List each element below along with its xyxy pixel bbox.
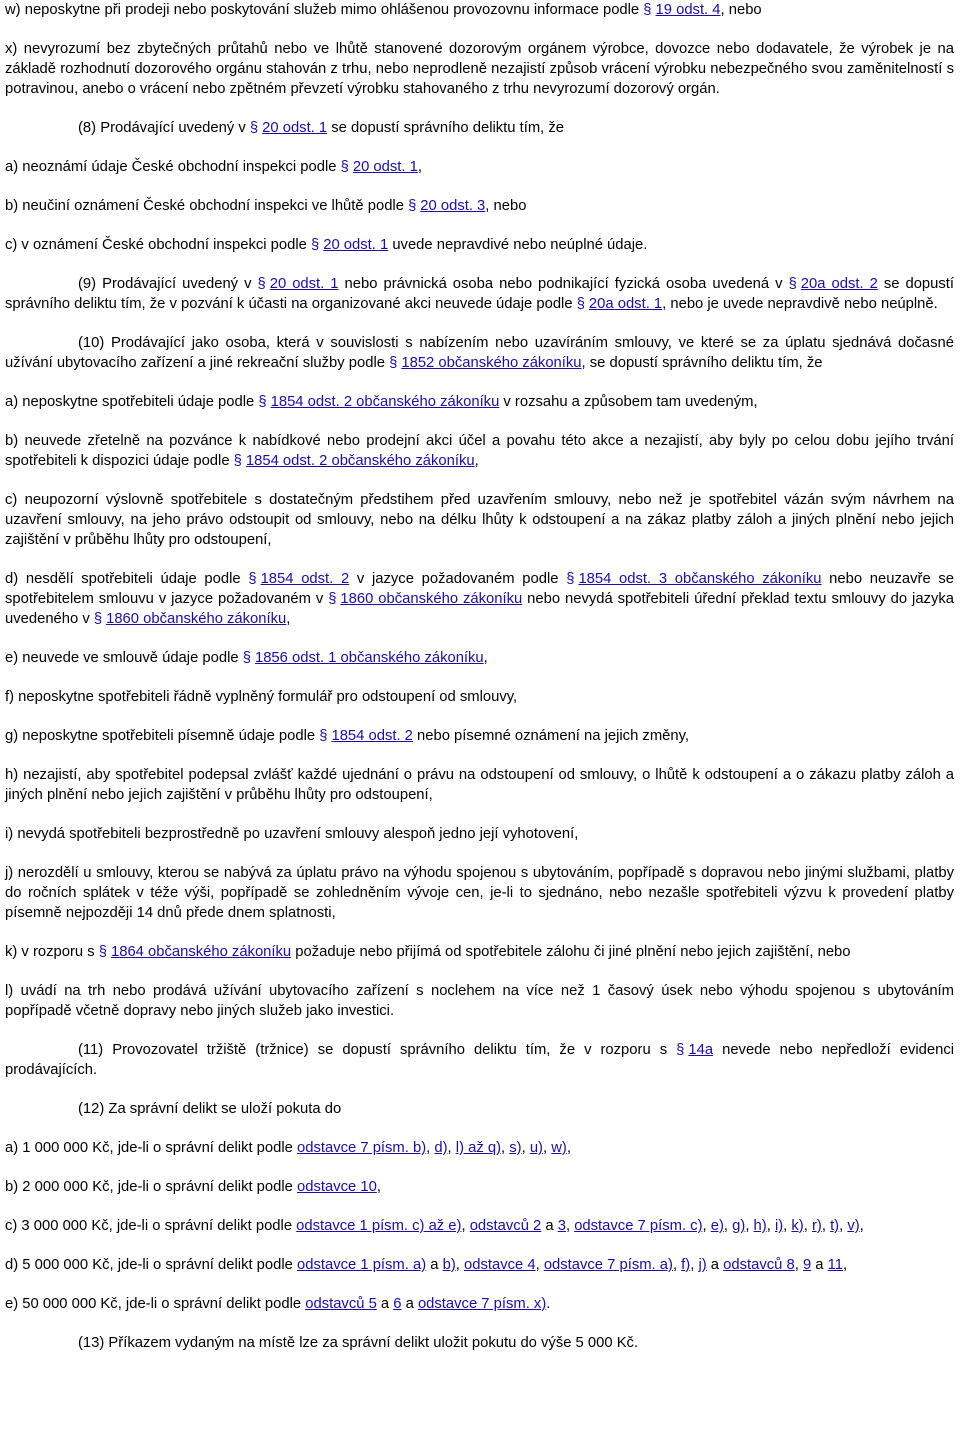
text-run: , se dopustí správního deliktu tím, že — [581, 355, 823, 371]
text-run: uvede nepravdivé nebo neúplné údaje. — [388, 237, 648, 253]
text-run: v jazyce požadovaném podle — [349, 571, 567, 587]
text-run: w) neposkytne při prodeji nebo poskytování služeb mimo ohlášenou provozovnu informace podle — [5, 2, 644, 18]
paragraph — [5, 569, 954, 629]
text-run: , — [521, 1140, 530, 1156]
text-run: , — [821, 1218, 831, 1234]
text-run: , — [690, 1257, 699, 1273]
text-run: , — [859, 1218, 864, 1234]
text-run: , — [839, 1218, 848, 1234]
text-run: a) neoznámí údaje České obchodní inspekci podle — [5, 159, 341, 175]
text-run: e) neuvede ve smlouvě údaje podle — [5, 650, 243, 666]
text-run: nebo písemné oznámení na jejich změny, — [412, 728, 690, 744]
text-run: a — [401, 1296, 418, 1312]
law-reference-link[interactable]: 20 odst. 1 — [323, 237, 389, 253]
paragraph — [5, 1255, 954, 1275]
text-run: f) neposkytne spotřebiteli řádně vyplněný formulář pro odstoupení od smlouvy, — [5, 689, 518, 705]
law-reference-link[interactable]: odstavce 7 písm. c) — [574, 1218, 703, 1234]
paragraph — [5, 1177, 954, 1197]
text-run: j) nerozdělí u smlouvy, kterou se nabývá za úplatu právo na výhodu spojenou s ubytováním, popřípadě s dopravou nebo jinými službami, platby do ročních splátek v téže výši, popřípadě se zohledněním vývoje cen, je-li to sjednáno, nebo nezašle spotřebiteli výzvu k provedení platby písemně nejpozději 14 dnů přede dnem splatnosti, — [5, 865, 954, 921]
section-symbol: § — [248, 571, 257, 587]
text-run: a — [426, 1257, 443, 1273]
section-symbol: § — [233, 453, 242, 469]
law-reference-link[interactable]: 1854 odst. 2 — [331, 728, 413, 744]
text-run: c) neupozorní výslovně spotřebitele s dostatečným předstihem před uzavřením smlouvy, nebo než je spotřebitel vázán svým návrhem na uzavření smlouvy, na jeho právo odstoupit od smlouvy, nebo na délku lhůty k odstoupení a na zákaz platby záloh a jiných plnění nebo jejich zajištění v průběhu lhůty pro odstoupení, — [5, 492, 954, 548]
law-reference-link[interactable]: 1854 odst. 3 občanského zákoníku — [578, 571, 822, 587]
text-run: , — [461, 1218, 470, 1234]
law-reference-link[interactable]: v) — [847, 1218, 860, 1234]
paragraph — [5, 1040, 954, 1080]
section-symbol: § — [310, 237, 320, 253]
section-symbol: § — [643, 2, 652, 18]
law-reference-link[interactable]: 20a odst. 2 — [800, 276, 878, 292]
text-run: , — [426, 1140, 435, 1156]
law-reference-link[interactable]: odstavců 5 — [305, 1296, 377, 1312]
law-reference-link[interactable]: 1854 odst. 2 občanského zákoníku — [270, 394, 500, 410]
section-symbol: § — [319, 728, 328, 744]
law-reference-link[interactable]: odstavce 7 písm. x) — [417, 1296, 547, 1312]
paragraph — [5, 274, 954, 314]
law-reference-link[interactable]: 1860 občanského zákoníku — [340, 591, 523, 607]
text-run: a — [811, 1257, 828, 1273]
law-reference-link[interactable]: k) — [791, 1218, 804, 1234]
text-run: h) nezajistí, aby spotřebitel podepsal zvlášť každé ujednání o právu na odstoupení od smlouvy, o lhůtě k odstoupení a o zákazu platby záloh a jiných plnění nebo jejich zajištění v průběhu lhůty pro odstoupení, — [5, 767, 954, 803]
text-run: a — [541, 1218, 558, 1234]
text-run: , — [843, 1257, 848, 1273]
text-run: l) uvádí na trh nebo prodává užívání ubytovacího zařízení s noclehem na více než 1 časový úsek nebo výhodu spojenou s ubytováním popřípadě včetně dopravy nebo jiných služeb jako investici. — [5, 983, 954, 1019]
paragraph — [5, 1216, 954, 1236]
law-reference-link[interactable]: i) — [774, 1218, 784, 1234]
law-reference-link[interactable]: 3 — [557, 1218, 566, 1234]
text-run: , — [783, 1218, 792, 1234]
paragraph — [5, 196, 954, 216]
paragraph — [5, 981, 954, 1021]
law-reference-link[interactable]: 20 odst. 1 — [269, 276, 339, 292]
text-run: b) 2 000 000 Kč, jde-li o správní delikt podle — [5, 1179, 298, 1195]
text-run: a) 1 000 000 Kč, jde-li o správní delikt podle — [5, 1140, 298, 1156]
text-run: , — [672, 1257, 682, 1273]
text-run: e) 50 000 000 Kč, jde-li o správní delikt podle — [5, 1296, 306, 1312]
law-reference-link[interactable]: e) — [710, 1218, 724, 1234]
text-run: , — [286, 611, 291, 627]
law-reference-link[interactable]: w) — [551, 1140, 567, 1156]
law-reference-link[interactable]: g) — [732, 1218, 746, 1234]
text-run: , nebo — [720, 2, 762, 18]
paragraph — [5, 157, 954, 177]
law-reference-link[interactable]: odstavce 1 písm. a) — [297, 1257, 427, 1273]
text-run: , — [723, 1218, 733, 1234]
text-run: (12) Za správní delikt se uloží pokuta do — [78, 1101, 342, 1117]
text-run: , — [455, 1257, 464, 1273]
section-symbol: § — [408, 198, 417, 214]
law-reference-link[interactable]: s) — [509, 1140, 522, 1156]
law-reference-link[interactable]: odstavce 4 — [464, 1257, 536, 1273]
paragraph — [5, 863, 954, 923]
law-reference-link[interactable]: l) až q) — [455, 1140, 502, 1156]
law-reference-link[interactable]: odstavců 8 — [723, 1257, 795, 1273]
section-symbol: § — [788, 276, 797, 292]
law-reference-link[interactable]: 6 — [393, 1296, 402, 1312]
section-symbol: § — [576, 296, 585, 312]
law-reference-link[interactable]: odstavce 1 písm. c) až e) — [296, 1218, 462, 1234]
section-symbol: § — [328, 591, 337, 607]
text-run: v rozsahu a způsobem tam uvedeným, — [499, 394, 758, 410]
law-reference-link[interactable]: j) — [698, 1257, 707, 1273]
paragraph — [5, 726, 954, 746]
text-run: a — [706, 1257, 724, 1273]
paragraph — [5, 333, 954, 373]
text-run: , — [417, 159, 422, 175]
text-run: , — [565, 1218, 575, 1234]
text-run: , — [803, 1218, 812, 1234]
text-run: se dopustí správního deliktu tím, že — [327, 120, 565, 136]
section-symbol: § — [389, 355, 398, 371]
text-run: . — [546, 1296, 551, 1312]
text-run: , — [542, 1140, 552, 1156]
text-run: požaduje nebo přijímá od spotřebitele zálohu či jiné plnění nebo jejich zajištění, nebo — [291, 944, 851, 960]
law-reference-link[interactable]: 19 odst. 4 — [655, 2, 721, 18]
section-symbol: § — [98, 944, 107, 960]
section-symbol: § — [258, 394, 267, 410]
text-run: (10) Prodávající jako osoba, která v souvislosti s nabízením nebo uzavíráním smlouvy, ve které se za úplatu sjednává dočasné užívání ubytovacího zařízení a jiné rekreační služby podle — [5, 335, 954, 371]
text-run: , — [474, 453, 479, 469]
text-run: , — [501, 1140, 510, 1156]
text-run: (13) Příkazem vydaným na místě lze za správní delikt uložit pokutu do výše 5 000 Kč. — [78, 1335, 639, 1351]
text-run: x) nevyrozumí bez zbytečných průtahů nebo ve lhůtě stanovené dozorovým orgánem výrobce, dovozce nebo dodavatele, že výrobek je na základě rozhodnutí dozorového orgánu stahován z trhu, nebo neprodleně nezajistí způsob vrácení výrobku nebezpečného svou zaměnitelností s potravinou, anebo o vrácení nebo zpětném převzetí výrobku stahovaného z trhu nevyrozumí dozorový orgán. — [5, 41, 954, 97]
law-reference-link[interactable]: r) — [811, 1218, 822, 1234]
law-reference-link[interactable]: odstavce 7 písm. b) — [297, 1140, 427, 1156]
paragraph — [5, 1333, 954, 1353]
text-run: , — [766, 1218, 775, 1234]
text-run: nevede nebo nepředloží evidenci prodávajících. — [5, 1042, 955, 1078]
text-run: b) neuvede zřetelně na pozvánce k nabídkové nebo prodejní akci účel a povahu této akce a nezajistí, aby byly po celou dobu jejího trvání spotřebiteli k dispozici údaje podle — [5, 433, 954, 469]
text-run: , — [376, 1179, 381, 1195]
paragraph — [5, 392, 954, 412]
paragraph — [5, 824, 954, 844]
law-reference-link[interactable]: 9 — [802, 1257, 812, 1273]
law-reference-link[interactable]: 1856 odst. 1 občanského zákoníku — [254, 650, 484, 666]
text-run: c) v oznámení České obchodní inspekci podle — [5, 237, 311, 253]
law-reference-link[interactable]: odstavců 2 — [469, 1218, 542, 1234]
section-symbol: § — [566, 571, 575, 587]
paragraph — [5, 942, 954, 962]
law-reference-link[interactable]: 1854 odst. 2 občanského zákoníku — [245, 453, 475, 469]
text-run: , — [702, 1218, 711, 1234]
section-symbol: § — [249, 120, 259, 136]
paragraph — [5, 648, 954, 668]
text-run: d) 5 000 000 Kč, jde-li o správní delikt podle — [5, 1257, 298, 1273]
law-reference-link[interactable]: h) — [753, 1218, 767, 1234]
section-symbol: § — [242, 650, 251, 666]
text-run: nebo neuzavře se spotřebitelem smlouvu v jazyce požadovaném v — [5, 571, 954, 607]
paragraph — [5, 1294, 954, 1314]
law-reference-link[interactable]: 1864 občanského zákoníku — [110, 944, 292, 960]
text-run: nebo právnická osoba nebo podnikající fyzická osoba uvedená v — [338, 276, 789, 292]
text-run: k) v rozporu s — [5, 944, 99, 960]
paragraph — [5, 235, 954, 255]
text-run: , nebo — [485, 198, 527, 214]
law-reference-link[interactable]: f) — [681, 1257, 691, 1273]
paragraph — [5, 0, 954, 20]
text-run: , nebo je uvede nepravdivě nebo neúplně. — [662, 296, 938, 312]
law-reference-link[interactable]: 20 odst. 1 — [352, 159, 418, 175]
text-run: (9) Prodávající uvedený v — [78, 276, 258, 292]
law-reference-link[interactable]: 20a odst. 1 — [588, 296, 663, 312]
paragraph — [5, 687, 954, 707]
text-run: , — [535, 1257, 544, 1273]
law-reference-link[interactable]: 1860 občanského zákoníku — [106, 611, 287, 627]
paragraph — [5, 490, 954, 550]
paragraph — [5, 39, 954, 99]
law-reference-link[interactable]: odstavce 10 — [297, 1179, 377, 1195]
paragraph — [5, 1099, 954, 1119]
text-run: se dopustí správního deliktu tím, že v pozvání k účasti na organizované akci neuvede údaje podle — [5, 276, 954, 312]
section-symbol: § — [340, 159, 349, 175]
law-reference-link[interactable]: 11 — [827, 1257, 843, 1273]
law-reference-link[interactable]: t) — [830, 1218, 840, 1234]
section-symbol: § — [676, 1042, 685, 1058]
law-reference-link[interactable]: b) — [442, 1257, 456, 1273]
text-run: , — [794, 1257, 803, 1273]
text-run: (11) Provozovatel tržiště (tržnice) se dopustí správního deliktu tím, že v rozporu s — [78, 1042, 677, 1058]
section-symbol: § — [93, 611, 103, 627]
text-run: b) neučiní oznámení České obchodní inspekci ve lhůtě podle — [5, 198, 409, 214]
law-reference-link[interactable]: 20 odst. 3 — [420, 198, 486, 214]
text-run: , — [447, 1140, 456, 1156]
text-run: a) neposkytne spotřebiteli údaje podle — [5, 394, 259, 410]
text-run: a — [376, 1296, 394, 1312]
paragraph — [5, 1138, 954, 1158]
law-reference-link[interactable]: d) — [434, 1140, 448, 1156]
law-reference-link[interactable]: odstavce 7 písm. a) — [543, 1257, 673, 1273]
law-reference-link[interactable]: 14a — [688, 1042, 714, 1058]
text-run: c) 3 000 000 Kč, jde-li o správní delikt podle — [5, 1218, 297, 1234]
text-run: , — [566, 1140, 571, 1156]
law-reference-link[interactable]: 1852 občanského zákoníku — [401, 355, 582, 371]
text-run: d) nesdělí spotřebiteli údaje podle — [5, 571, 249, 587]
law-reference-link[interactable]: u) — [529, 1140, 543, 1156]
law-reference-link[interactable]: 20 odst. 1 — [262, 120, 328, 136]
paragraph — [5, 765, 954, 805]
paragraph — [5, 118, 954, 138]
text-run: , — [483, 650, 488, 666]
paragraph — [5, 431, 954, 471]
text-run: g) neposkytne spotřebiteli písemně údaje podle — [5, 728, 320, 744]
text-run: , — [745, 1218, 754, 1234]
text-run: nebo nevydá spotřebiteli úřední překlad textu smlouvy do jazyka uvedeného v — [5, 591, 954, 627]
text-run: (8) Prodávající uvedený v — [78, 120, 250, 136]
section-symbol: § — [257, 276, 266, 292]
text-run: i) nevydá spotřebiteli bezprostředně po uzavření smlouvy alespoň jedno její vyhotovení, — [5, 826, 579, 842]
law-reference-link[interactable]: 1854 odst. 2 — [260, 571, 350, 587]
